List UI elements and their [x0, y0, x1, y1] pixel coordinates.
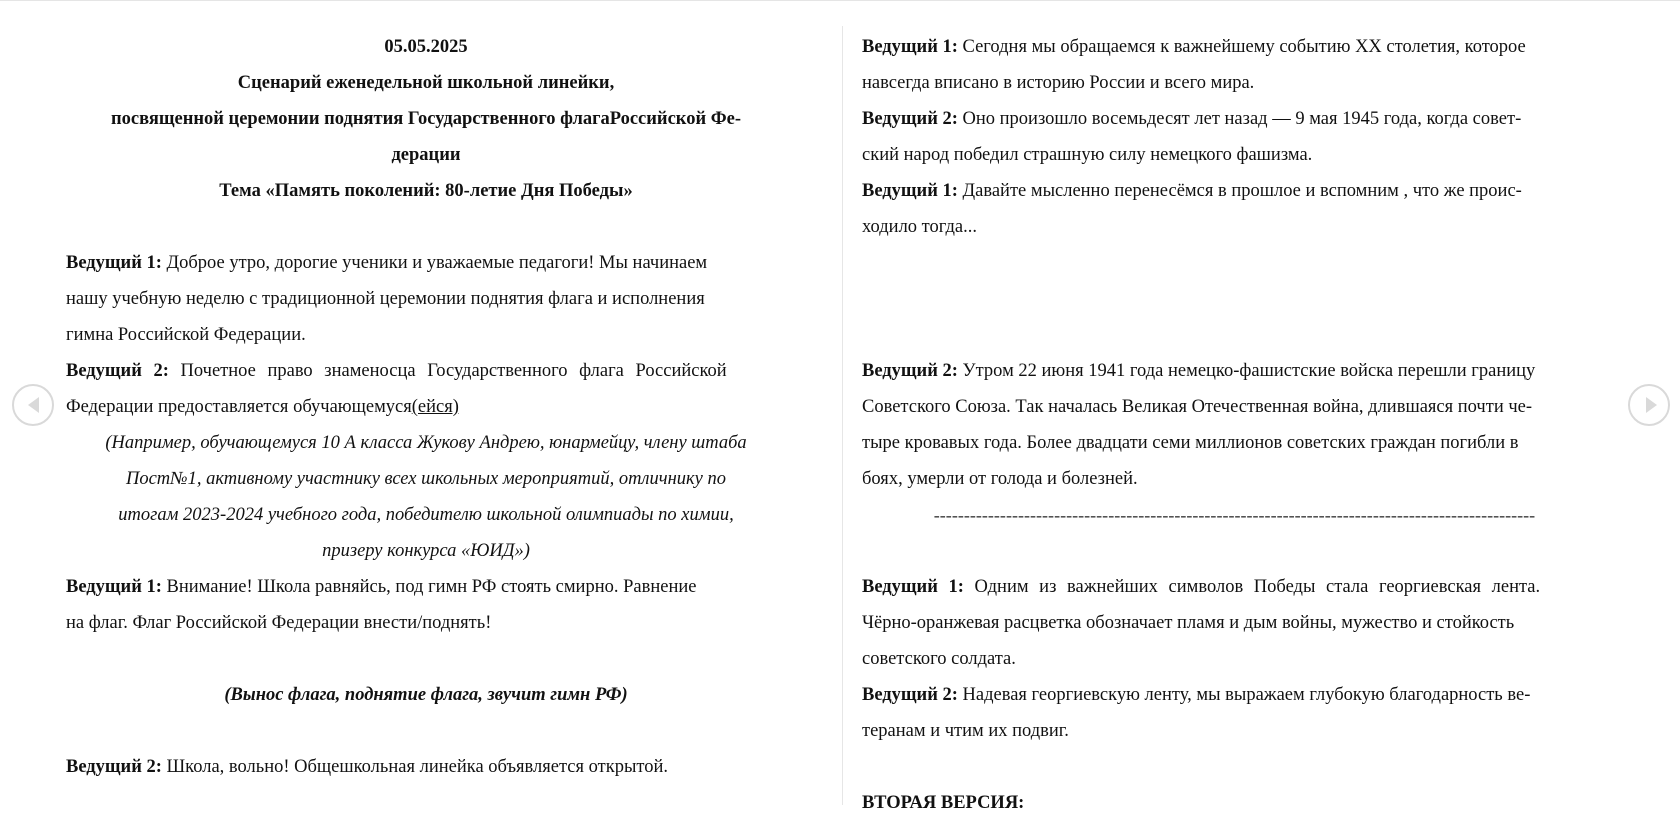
speaker-label: Ведущий 2: — [862, 109, 958, 129]
example-line: итогам 2023-2024 учебного года, победителю школьной олимпиады по химии, — [118, 505, 734, 525]
speech-text-line: боях, умерли от голода и болезней. — [862, 469, 1138, 489]
second-version-heading: ВТОРАЯ ВЕРСИЯ: — [862, 793, 1025, 813]
speech-text: Внимание! Школа равняйсь, под гимн РФ стоять смирно. Равнение — [166, 577, 697, 597]
dashed-separator: ---------------------------------------------------------------------------------------------------- — [933, 505, 1536, 525]
right-page — [862, 29, 1607, 813]
document-date: 05.05.2025 — [384, 37, 468, 57]
spacer — [66, 209, 786, 245]
speaker-label: Ведущий 2: — [862, 685, 958, 705]
speech-text-line: гимна Российской Федерации. — [66, 325, 306, 345]
spacer — [66, 641, 786, 677]
speech-text: Одним из важнейших символов Победы стала георгиевская лента. — [974, 577, 1541, 597]
speech-paragraph — [862, 173, 1607, 245]
speaker-label: Ведущий 2: — [66, 757, 162, 777]
speaker-label: Ведущий 2: — [862, 361, 958, 381]
document-title-line-2: посвященной церемонии поднятия Государственного флагаРоссийской Фе- — [110, 109, 742, 129]
speech-text-line: Советского Союза. Так началась Великая Отечественная война, длившаяся почти че- — [862, 397, 1533, 417]
chevron-right-icon — [1646, 397, 1657, 413]
speech-paragraph — [862, 101, 1607, 173]
chevron-left-icon — [28, 397, 39, 413]
page-divider — [842, 26, 843, 805]
example-line: (Например, обучающемуся 10 А класса Жукову Андрею, юнармейцу, члену штаба — [105, 433, 747, 453]
speaker-label: Ведущий 2: — [66, 361, 169, 381]
speech-text-line: тыре кровавых года. Более двадцати семи миллионов советских граждан погибли в — [862, 433, 1519, 453]
speech-paragraph — [862, 677, 1607, 749]
speaker-label: Ведущий 1: — [66, 253, 162, 273]
previous-page-button[interactable] — [12, 384, 54, 426]
speech-paragraph — [66, 749, 786, 785]
speech-text-line: нашу учебную неделю с традиционной церемонии поднятия флага и исполнения — [66, 289, 705, 309]
speaker-label: Ведущий 1: — [862, 37, 958, 57]
speech-paragraph — [862, 353, 1607, 497]
speech-text: Давайте мысленно перенесёмся в прошлое и вспомним , что же проис- — [962, 181, 1522, 201]
speaker-label: Ведущий 1: — [862, 181, 958, 201]
spacer — [862, 317, 1607, 353]
speech-text-line: на флаг. Флаг Российской Федерации внести/поднять! — [66, 613, 492, 633]
document-theme: Тема «Память поколений: 80-летие Дня Победы» — [219, 181, 633, 201]
speaker-label: Ведущий 1: — [66, 577, 162, 597]
gender-suffix: (ейся) — [411, 397, 459, 417]
speech-text: Утром 22 июня 1941 года немецко-фашистские войска перешли границу — [962, 361, 1536, 381]
spacer — [66, 713, 786, 749]
speech-paragraph — [66, 245, 786, 353]
example-line: Пост№1, активному участнику всех школьных мероприятий, отличнику по — [125, 469, 726, 489]
speech-text: Почетное право знаменосца Государственного флага Российской — [180, 361, 727, 381]
example-note — [66, 425, 786, 569]
speech-paragraph — [862, 569, 1607, 677]
speech-text-line: Чёрно-оранжевая расцветка обозначает пламя и дым войны, мужество и стойкость — [862, 613, 1515, 633]
example-line: призеру конкурса «ЮИД») — [322, 541, 530, 561]
speaker-label: Ведущий 1: — [862, 577, 964, 597]
next-page-button[interactable] — [1628, 384, 1670, 426]
left-page — [66, 29, 786, 799]
spacer — [862, 749, 1607, 785]
speech-paragraph — [862, 29, 1607, 101]
speech-text-line: советского солдата. — [862, 649, 1016, 669]
speech-text-line: теранам и чтим их подвиг. — [862, 721, 1069, 741]
spacer — [862, 533, 1607, 569]
speech-text: Надевая георгиевскую ленту, мы выражаем глубокую благодарность ве- — [962, 685, 1531, 705]
speech-text: Доброе утро, дорогие ученики и уважаемые педагоги! Мы начинаем — [166, 253, 708, 273]
speech-paragraph — [66, 569, 786, 641]
stage-direction: (Вынос флага, поднятие флага, звучит гимн РФ) — [224, 685, 628, 705]
speech-text-line: навсегда вписано в историю России и всего мира. — [862, 73, 1255, 93]
document-title-line-3: дерации — [391, 145, 461, 165]
speech-text: Оно произошло восемьдесят лет назад — 9 мая 1945 года, когда совет- — [962, 109, 1522, 129]
document-title-line-1: Сценарий еженедельной школьной линейки, — [237, 73, 615, 93]
speech-text: Школа, вольно! Общешкольная линейка объявляется открытой. — [166, 757, 669, 777]
speech-text: Федерации предоставляется обучающемуся — [66, 397, 412, 417]
speech-text-line: ский народ победил страшную силу немецкого фашизма. — [862, 145, 1313, 165]
speech-text-line: ходило тогда... — [862, 217, 977, 237]
spacer — [862, 245, 1607, 317]
speech-paragraph — [66, 353, 786, 425]
speech-text: Сегодня мы обращаемся к важнейшему событию XX столетия, которое — [962, 37, 1526, 57]
